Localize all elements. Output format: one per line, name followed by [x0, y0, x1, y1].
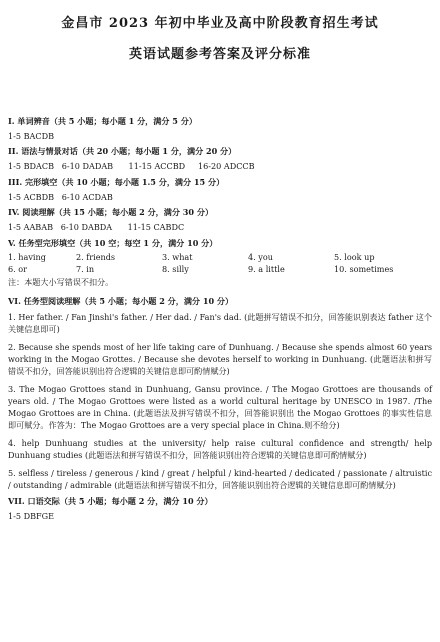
section-4-answers: 1-5 AABAB 6-10 DABDA 11-15 CABDC [8, 221, 185, 232]
section-6-item-3: 3. The Mogao Grottoes stand in Dunhuang, Gansu province. / The Mogao Grottoes are thousands of years old. / The Mogao Grottoes were listed as a world cultural heritage by UNESCO in 1987. /The Mogao Grottoes are in China. (此题语法及拼写错误不扣分，回答能识别出 the Mogao Grottoes 的事实性信息即可赋分。作答为：The Mogao Grottoes are a very special place in China.则不给分) [8, 384, 432, 431]
word-answer: 4. you [248, 252, 273, 263]
word-answer: 5. look up [334, 252, 375, 263]
section-6-item-2: 2. Because she spends most of her life taking care of Dunhuang. / Because she spends almost 60 years working in the Mogao Grottes. / Because she devotes herself to working in Dunhuang. (此题语法和拼写错误不扣分，回答能识别出符合逻辑的关键信息即可酌情赋分) [8, 342, 432, 377]
word-answer: 10. sometimes [334, 263, 394, 274]
word-answer: 1. having [8, 252, 46, 263]
section-7-heading: VII. 口语交际（共 5 小题；每小题 2 分，满分 10 分） [8, 496, 213, 507]
section-5-word-grid [8, 252, 432, 275]
section-1-answers: 1-5 BACDB [8, 130, 55, 141]
section-5-heading: V. 任务型完形填空（共 10 空；每空 1 分，满分 10 分） [8, 237, 218, 248]
word-answer: 3. what [162, 252, 193, 263]
section-2-heading: II. 语法与情景对话（共 20 小题；每小题 1 分，满分 20 分） [8, 146, 237, 157]
word-answer: 9. a little [248, 263, 285, 274]
section-3-answers: 1-5 ACBDB 6-10 ACDAB [8, 191, 113, 202]
section-6-heading: VI. 任务型阅读理解（共 5 小题；每小题 2 分，满分 10 分） [8, 296, 234, 307]
word-answer: 7. in [76, 263, 95, 274]
section-7-answers: 1-5 DBFGE [8, 510, 55, 521]
section-4-heading: IV. 阅读理解（共 15 小题；每小题 2 分，满分 30 分） [8, 207, 214, 218]
section-1-heading: I. 单词辨音（共 5 小题；每小题 1 分，满分 5 分） [8, 116, 197, 126]
section-6-item-1: 1. Her father. / Fan Jinshi's father. / Her dad. / Fan's dad. (此题拼写错误不扣分，回答能识别表达 father 这个关键信息即可) [8, 312, 432, 335]
word-answer: 8. silly [162, 263, 189, 274]
section-6-item-4: 4. help Dunhuang studies at the university/ help raise cultural confidence and strength/ help Dunhuang studies (此题语法和拼写错误不扣分，回答能识别出符合逻辑的关键信息即可酌情赋分) [8, 438, 432, 461]
section-6-item-5: 5. selfless / tireless / generous / kind / great / helpful / kind-hearted / dedicated / passionate / altruistic / outstanding / admirable (此题语法和拼写错误不扣分，回答能识别出符合逻辑的关键信息即可酌情赋分) [8, 468, 432, 491]
page-title: 金昌市 2023 年初中毕业及高中阶段教育招生考试 [61, 16, 379, 31]
word-answer: 6. or [8, 263, 28, 274]
section-5-note: 注：本题大小写错误不扣分。 [8, 277, 114, 288]
page-subtitle: 英语试题参考答案及评分标准 [128, 47, 311, 62]
section-2-answers: 1-5 BDACB 6-10 DADAB 11-15 ACCBD 16-20 ADCCB [8, 161, 255, 172]
word-answer: 2. friends [76, 252, 116, 263]
section-3-heading: III. 完形填空（共 10 小题；每小题 1.5 分，满分 15 分） [8, 176, 225, 187]
